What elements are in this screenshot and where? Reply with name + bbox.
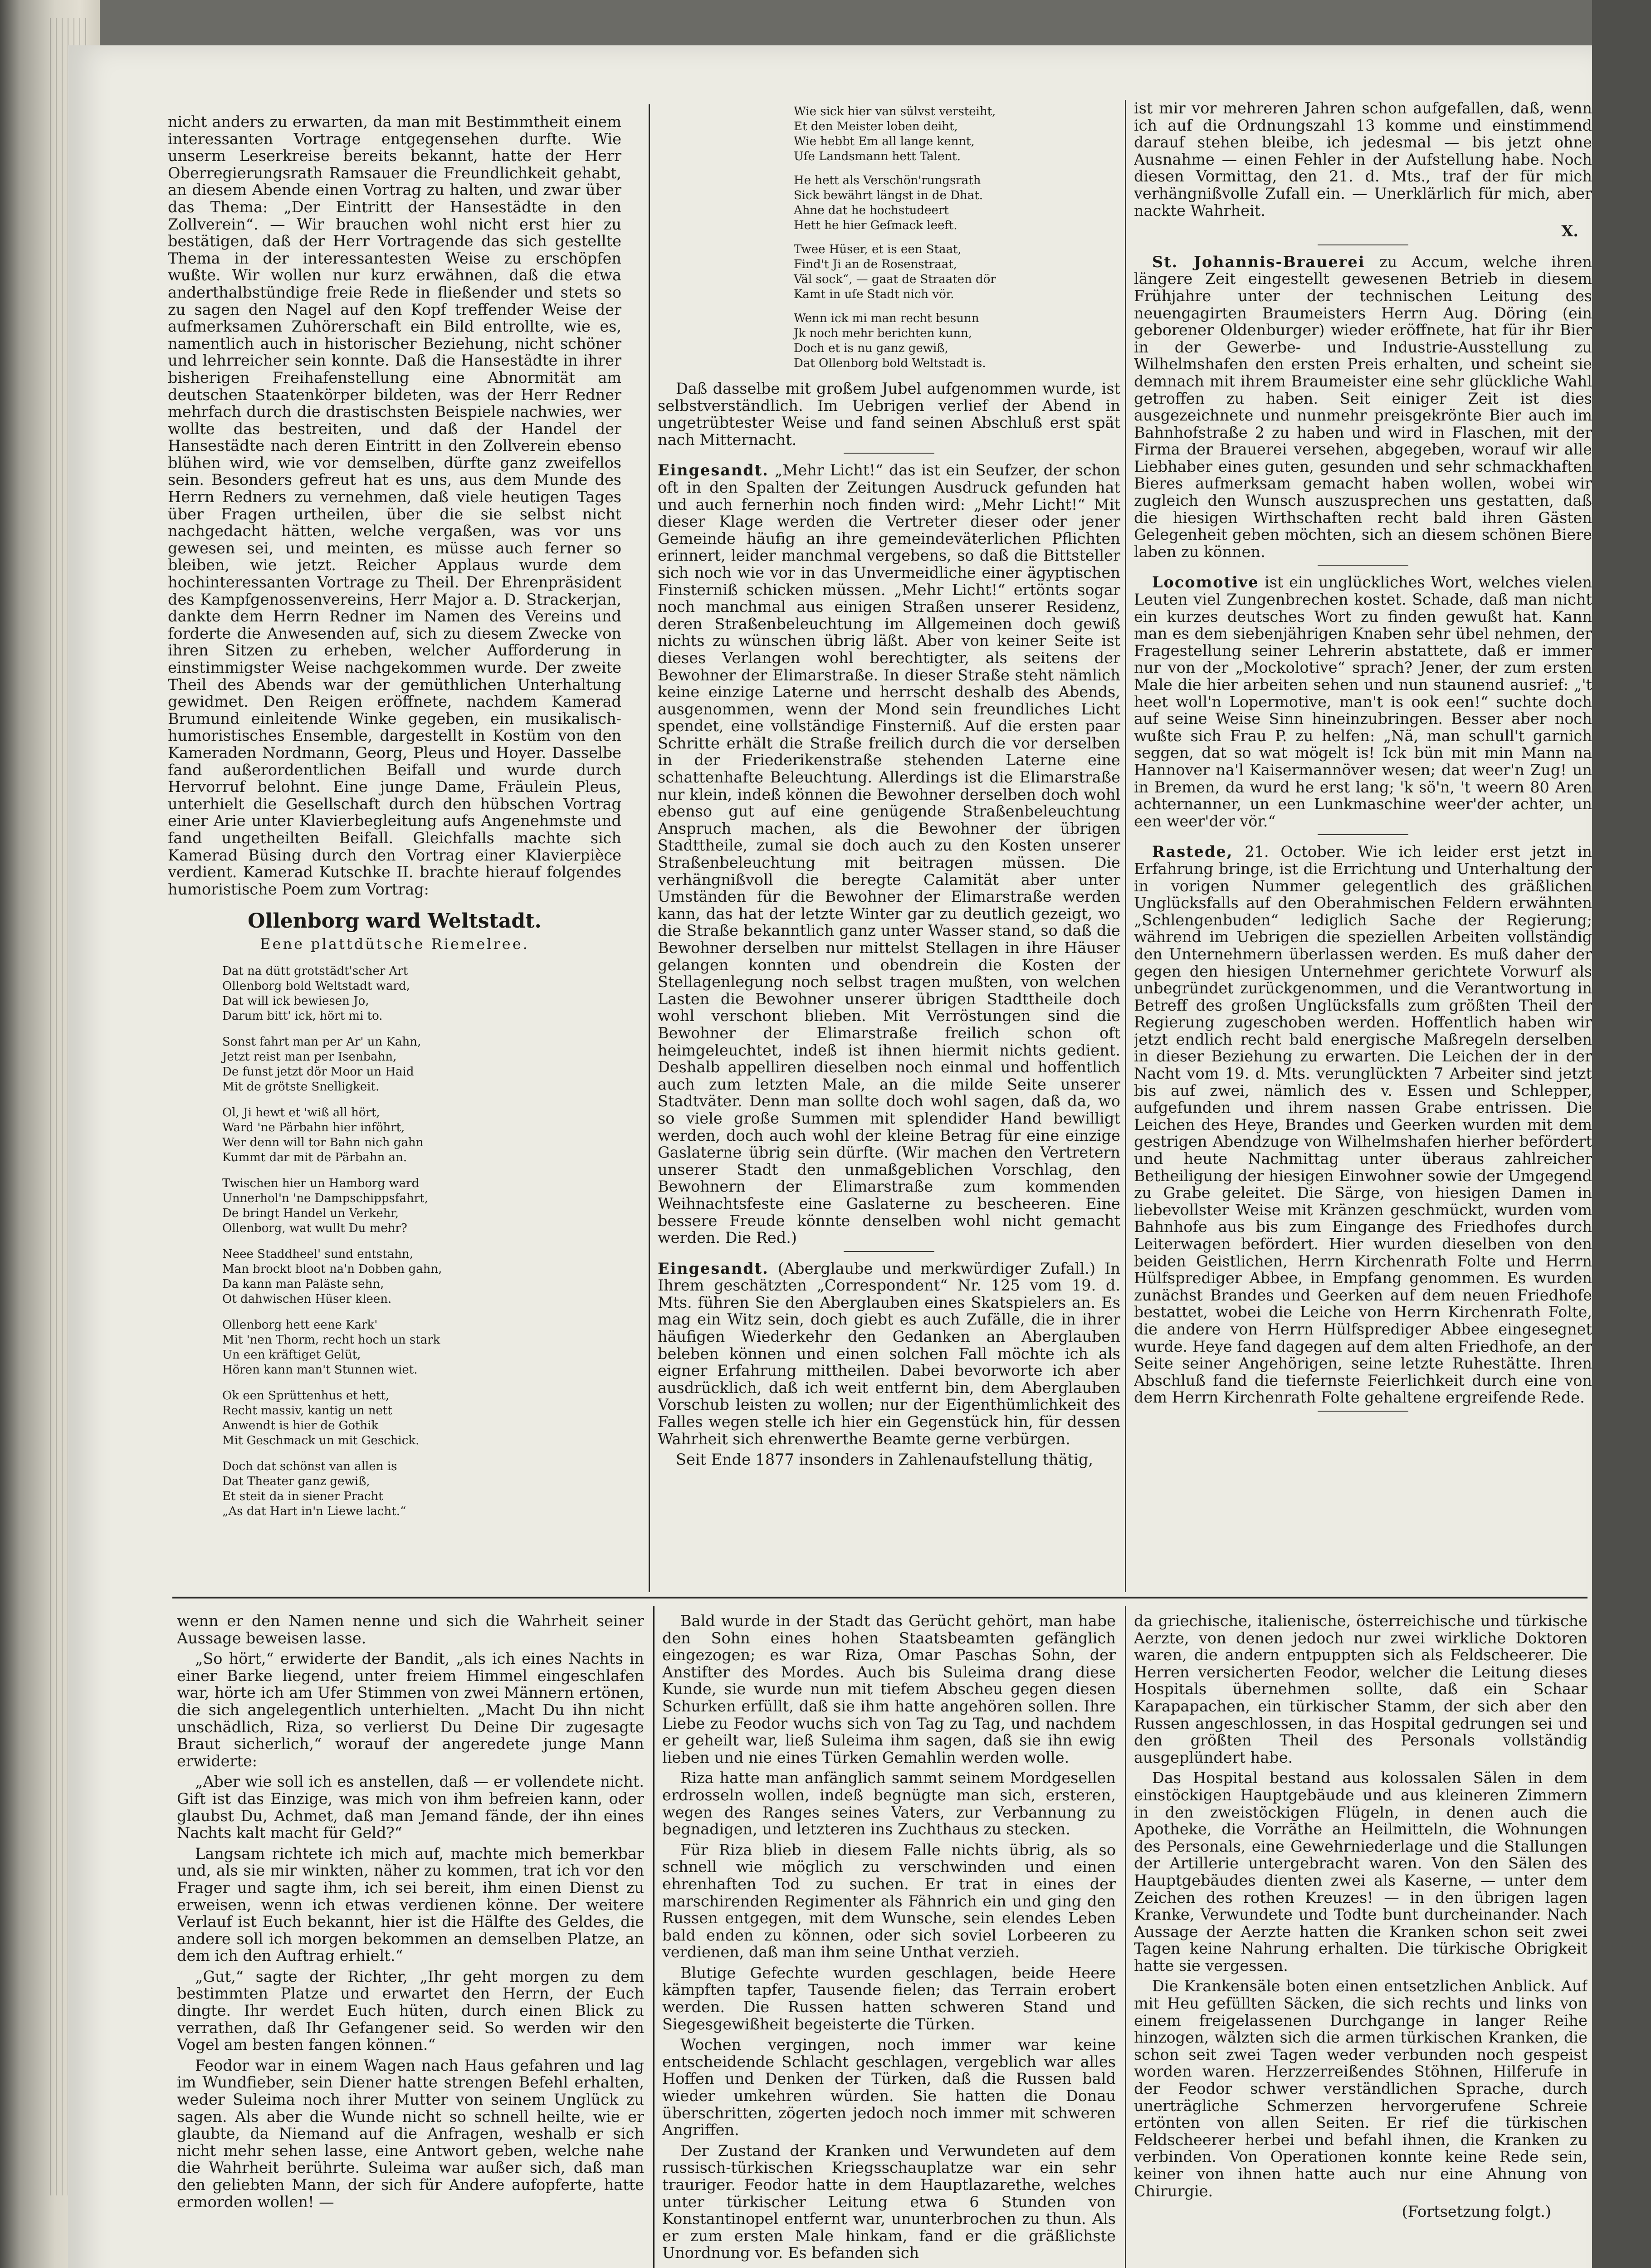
author-signature: X. <box>1561 222 1578 240</box>
poem-subtitle: Eene plattdütsche Riemelree. <box>260 935 529 953</box>
letter-continued: ist mir vor mehreren Jahren schon aufgefallen, daß, wenn ich auf die Ordnungszahl 13 komme und einstimmend darauf stehen bleibe, ich jedesmal — bis jetzt ohne Ausnahme — einen Fehler in der Aufstellung habe. Noch diesen Vormittag, den 21. d. Mts., traf der für mich verhängnißvolle Zufall ein. — Unerklärlich für mich, aber nackte Wahrheit. <box>1134 100 1592 220</box>
section-divider <box>1318 244 1408 245</box>
scan-background-right <box>1592 0 1651 2268</box>
column-divider <box>1125 1606 1126 2268</box>
column-divider <box>653 1606 655 2268</box>
story-paragraph: Die Krankensäle boten einen entsetzlichen Anblick. Auf mit Heu gefüllten Säcken, die sich rechts und links von einem freigelassenen Durchgange in langer Reihe hinzogen, wälzten sich die armen türkischen Kranken, die schon seit zwei Tagen weder verbunden noch gespeist worden waren. Herzzerreißendes Stöhnen, Hilferufe in der Feodor schwer verständlichen Sprache, durch unerträgliche Schmerzen hervorgerufene Schreie ertönten von allen Seiten. Er rief die türkischen Feldscheerer herbei und befahl ihnen, die Kranken zu verbinden. Von Operationen konnte keine Rede sein, keiner von ihnen hatte auch nur eine Ahnung von Chirurgie. <box>1134 1977 1588 2200</box>
poem-stanza: Ol, Ji hewt et 'wiß all hört, Ward 'ne Pärbahn hier inföhrt, Wer denn will tor Bahn nich gahn Kummt dar mit de Pärbahn an. <box>222 1105 424 1164</box>
letter-heading: Eingesandt. <box>658 1259 769 1277</box>
story-paragraph: Wochen vergingen, noch immer war keine entscheidende Schlacht geschlagen, vergeblich war alles Hoffen und Denken der Türken, daß die Russen bald wieder umkehren würden. Sie hatten die Donau überschritten, zögerten jedoch noch immer mit schweren Angriffen. <box>662 2036 1116 2139</box>
poem-stanza: Wie sick hier van sülvst versteiht, Et den Meister loben deiht, Wie hebbt Em all lange kennt, Uſe Landsmann hett Talent. <box>794 105 996 163</box>
story-paragraph: Riza hatte man anfänglich sammt seinem Mordgesellen erdrosseln wollen, indeß begnügte man sich, ersteren, wegen des Ranges seines Vaters, zur Verbannung zu begnadigen, und letzteren ins Zuchthaus zu stecken. <box>662 1769 1116 1838</box>
story-paragraph: „Gut,“ sagte der Richter, „Ihr geht morgen zu dem bestimmten Platze und erwartet den Herrn, der Euch dingte. Ihr werdet Euch hüten, durch einen Blick zu verrathen, daß Ihr Gefangener seid. So werden wir den Vogel am besten fangen können.“ <box>177 1967 644 2054</box>
letter-aberglaube: Eingesandt. (Aberglaube und merkwürdiger Zufall.) In Ihrem geschätzten „Correspondent“ Nr. 125 vom 19. d. Mts. führen Sie den Aberglauben eines Skatspielers an. Es mag ein Witz sein, doch giebt es auch Zufälle, die in ihrer häufigen Wiederkehr den Gedanken an Aberglauben beleben können und einen solchen Fall möchte ich als eigner Erfahrung mittheilen. Dabei bevorworte ich aber ausdrücklich, daß ich weit entfernt bin, dem Aberglauben Vorschub leisten zu wollen; nur der Eigenthümlichkeit des Falles wegen stelle ich hier ein Gegenstück hin, für dessen Wahrheit sich ehrenwerthe Beamte gerne verbürgen. <box>658 1259 1120 1448</box>
feuilleton-column-2 <box>662 1613 1116 2268</box>
poem-stanza: Doch dat schönst van allen is Dat Theater ganz gewiß, Et steit da in siener Pracht „As dat Hart in'n Liewe lacht.“ <box>222 1459 406 1518</box>
article-brewery: St. Johannis-Brauerei zu Accum, welche ihren längere Zeit eingestellt gewesenen Betrieb in diesem Frühjahre unter der technischen Leitung des neuengagirten Braumeisters Herrn Aug. Döring (ein geborener Oldenburger) wieder eröffnete, hat für ihr Bier in der Gewerbe- und Industrie-Ausstellung zu Wilhelmshafen den ersten Preis erhalten, und scheint sie demnach mit ihrem Braumeister eine sehr glückliche Wahl getroffen zu haben. Seit einiger Zeit ist dies ausgezeichnete und nunmehr preisgekrönte Bier auch im Bahnhofstraße 2 zu haben und wird in Flaschen, mit der Firma der Brauerei versehen, abgegeben, worauf wir alle Liebhaber eines guten, gesunden und sehr schmackhaften Bieres aufmerksam gemacht haben wollen, wobei wir zugleich den Wunsch auszusprechen uns gestatten, daß die hiesigen Wirthschaften recht bald ihren Gästen Gelegenheit geben möchten, sich an diesem schönen Biere laben zu können. <box>1134 253 1592 561</box>
poem-stanza: He hett als Verschön'rungsrath Sick bewährt längst in de Dhat. Ahne dat he hochstudeert Hett he hier Geſmack leeft. <box>794 174 983 232</box>
poem-stanza: Dat na dütt grotstädt'scher Art Ollenborg bold Weltstadt ward, Dat will ick bewiesen Jo, Darum bitt' ick, hört mi to. <box>222 964 410 1023</box>
poem-stanza: Ollenborg hett eene Kark' Mit 'nen Thorm, recht hoch un stark Un een kräftiget Gelüt, Hören kann man't Stunnen wiet. <box>222 1318 440 1377</box>
feuilleton-column-1 <box>177 1613 644 2268</box>
article-lecture-report: nicht anders zu erwarten, da man mit Bestimmtheit einem interessanten Vortrage entgegensehen durfte. Wie unserm Leserkreise bereits bekannt, hatte der Herr Oberregierungsrath Ramsauer die Freundlichkeit gehabt, an diesem Abende einen Vortrag zu halten, und zwar über das Thema: „Der Eintritt der Hansestädte in den Zollverein“. — Wir brauchen wohl nicht erst hier zu bestätigen, daß der Herr Vortragende das sich gestellte Thema in der interessantesten Weise zu erschöpfen wußte. Wir wollen nur kurz erwähnen, daß die etwa anderthalbstündige freie Rede in fließender und stets so zu sagen den Nagel auf den Kopf treffender Weise der aufmerksamen Zuhörerschaft ein Bild entrollte, wie es, namentlich auch in historischer Beziehung, nicht schöner und lehrreicher sein konnte. Daß die Hansestädte in ihrer bisherigen Freihafenstellung eine Abnormität am deutschen Staatenkörper bildeten, was der Herr Redner mehrfach durch die drastischsten Beispiele nachwies, wer wollte das bestreiten, und daß der Handel der Hansestädte nach deren Eintritt in den Zollverein ebenso blühen wird, wie vor demselben, dürfte ganz zweifellos sein. Besonders gefreut hat es uns, aus dem Munde des Herrn Redners zu vernehmen, daß viele heutigen Tages über Fragen urtheilen, über die sie selbst nicht nachgedacht hätten, welche vergaßen, was vor uns gewesen sei, und meinten, es müsse auch ferner so bleiben, wie jetzt. Reicher Applaus wurde dem hochinteressanten Vortrage zu Theil. Der Ehrenpräsident des Kampfgenossenvereins, Herr Major a. D. Strackerjan, dankte dem Herrn Redner im Namen des Vereins und forderte die Anwesenden auf, sich zu diesem Zwecke von ihren Sitzen zu erheben, welcher Aufforderung in einstimmigster Weise nachgekommen wurde. Der zweite Theil des Abends war der gemüthlichen Unterhaltung gewidmet. Den Reigen eröffnete, nachdem Kamerad Brumund einleitende Winke gegeben, ein musikalisch-humoristisches Ensemble, dargestellt in Kostüm von den Kameraden Nordmann, Georg, Pleus und Hoyer. Dasselbe fand außerordentlichen Beifall und wurde durch Hervorruf belohnt. Eine junge Dame, Fräulein Pleus, unterhielt die Gesellschaft durch den hübschen Vortrag einer Arie unter Klavierbegleitung aufs Angenehmste und fand ungetheilten Beifall. Gleichfalls machte sich Kamerad Büsing durch den Vortrag einer Klavierpièce verdient. Kamerad Kutschke II. brachte hierauf folgendes humoristische Poem zum Vortrag: <box>168 113 621 898</box>
story-paragraph: Feodor war in einem Wagen nach Haus gefahren und lag im Wundfieber, sein Diener hatte strengen Befehl erhalten, weder Suleima noch ihrer Mutter von seinem Unglück zu sagen. Als aber die Wunde nicht so schnell heilte, wie er glaubte, da Niemand auf die Anfragen, weshalb er sich nicht mehr sehen lasse, eine Antwort geben, welche nahe die Wahrheit berührte. Suleima war außer sich, daß man den geliebten Mann, der sich für Andere aufopferte, hatte ermorden wollen! — <box>177 2056 644 2211</box>
story-paragraph: wenn er den Namen nenne und sich die Wahrheit seiner Aussage beweisen lasse. <box>177 1613 644 1647</box>
poem-stanza: Twee Hüser, et is een Staat, Find't Ji an de Rosenstraat, Väl sock“, — gaat de Straaten dör Kamt in uſe Stadt nich vör. <box>794 243 996 301</box>
poem-stanza: Sonst fahrt man per Ar' un Kahn, Jetzt reist man per Isenbahn, De funst jetzt dör Moor un Haid Mit de grötste Snelligkeit. <box>222 1035 421 1094</box>
poem-reception-text: Daß dasselbe mit großem Jubel aufgenommen wurde, ist selbstverständlich. Im Uebrigen verlief der Abend in ungetrübtester Weise und fand seinen Abschluß erst spät nach Mitternacht. <box>658 380 1120 449</box>
letter-mehr-licht: Eingesandt. „Mehr Licht!“ das ist ein Seufzer, der schon oft in den Spalten der Zeitungen Ausdruck gefunden hat und auch fernerhin noch finden wird: „Mehr Licht!“ Mit dieser Klage werden die Vertreter dieser oder jener Gemeinde häufig an ihre gemeindeväterlichen Pflichten erinnert, leider manchmal vergebens, so daß die Bittsteller sich noch wie vor in das Unvermeidliche einer ägyptischen Finsterniß schicken müssen. „Mehr Licht!“ ertönts sogar noch manchmal aus einigen Straßen unserer Residenz, deren Straßenbeleuchtung im Allgemeinen doch gewiß nichts zu wünschen übrig läßt. Aber von keiner Seite ist dieses Verlangen wohl berechtigter, als seitens der Bewohner der Elimarstraße. In dieser Straße steht nämlich keine einzige Laterne und herrscht deshalb des Abends, ausgenommen, wenn der Mond sein freundliches Licht spendet, eine vollständige Finsterniß. Auf die ersten paar Schritte erhält die Straße freilich durch die vor derselben in der Friederikenstraße stehenden Laterne eine schattenhafte Beleuchtung. Allerdings ist die Elimarstraße nur klein, indeß können die Bewohner derselben doch wohl ebenso gut auf eine genügende Straßenbeleuchtung Anspruch machen, als die Bewohner der übrigen Stadttheile, zumal sie doch auch zu den Kosten unserer Straßenbeleuchtung mit beitragen müssen. Die verhängnißvoll die beregte Calamität aber unter Umständen für die Bewohner der Elimarstraße werden kann, das hat der letzte Winter gar zu deutlich gezeigt, wo die Straße bekanntlich ganz unter Wasser stand, so daß die Bewohner derselben nur mittelst Stellagen in ihre Häuser gelangen konnten und obendrein die Kosten der Stellagenlegung noch selbst tragen mußten, von welchen Lasten die Bewohner unserer übrigen Stadttheile doch wohl verschont blieben. Mit Verröstungen sind die Bewohner der Elimarstraße freilich schon oft heimgeleuchtet, indeß ist ihnen hiermit nichts gedient. Deshalb appelliren dieselben noch einmal und hoffentlich auch zum letzten Male, an die milde Seite unserer Stadtväter. Denn man sollte doch wohl sagen, daß da, wo so viele große Summen mit splendider Hand bewilligt werden, doch auch wohl der kleine Betrag für eine einzige Gaslaterne übrig sein dürfte. (Wir machen den Vertretern unserer Stadt den unmaßgeblichen Vorschlag, den Bewohnern der Elimarstraße zum kommenden Weihnachtsfeste eine Gaslaterne zu bescheeren. Eine bessere Freude könnte denselben wohl nicht gemacht werden. Die Red.) <box>658 461 1120 1247</box>
section-divider <box>844 1251 934 1252</box>
newspaper-page <box>68 45 1592 2268</box>
section-divider <box>1318 834 1408 835</box>
letter-continuation: Seit Ende 1877 insonders in Zahlenaufstellung thätig, <box>676 1451 1094 1469</box>
story-paragraph: Bald wurde in der Stadt das Gerücht gehört, man habe den Sohn eines hohen Staatsbeamten gefänglich eingezogen; es war Riza, Omar Paschas Sohn, der Anstifter des Mordes. Auch bis Suleima drang diese Kunde, sie wurde nun mit tiefem Abscheu gegen diesen Schurken erfüllt, daß sie ihm hatte angehören sollen. Ihre Liebe zu Feodor wuchs sich von Tag zu Tag, und nachdem er geheilt war, ließ Suleima ihm sagen, daß sie ihn ewig lieben und nie eines Türken Gemahlin werden wolle. <box>662 1613 1116 1766</box>
column-2 <box>658 104 1120 1592</box>
story-paragraph: Langsam richtete ich mich auf, machte mich bemerkbar und, als sie mir winkten, näher zu kommen, trat ich vor den Frager und sagte ihm, ich sei bereit, ihm einen Dienst zu erweisen, wenn ich etwas verdienen könne. Der weitere Verlauf ist Euch bekannt, hier ist die Hälfte des Geldes, die andere soll ich morgen bekommen an demselben Platze, an dem ich den Auftrag erhielt.“ <box>177 1844 644 1965</box>
section-divider <box>844 453 934 454</box>
story-paragraph: „So hört,“ erwiderte der Bandit, „als ich eines Nachts in einer Barke liegend, unter freiem Himmel eingeschlafen war, hörte ich am Ufer Stimmen von zwei Männern ertönen, die sich angelegentlich unterhielten. „Macht Du ihn nicht unschädlich, Riza, so verlierst Du Deine Dir zugesagte Braut sicherlich,“ worauf der angeredete junge Mann erwiderte: <box>177 1650 644 1770</box>
column-divider <box>649 104 650 1592</box>
story-paragraph: da griechische, italienische, österreichische und türkische Aerzte, von denen jedoch nur zwei wirkliche Doktoren waren, die andern entpuppten sich als Feldscheerer. Die Herren versicherten Feodor, welcher die Leitung dieses Hospitals übernehmen sollte, daß ein Schaar Karapapachen, ein türkischer Stamm, der sich aber den Russen angeschlossen, in das Hospital gedrungen sei und den größten Theil des Personals vollständig ausgeplündert habe. <box>1134 1613 1588 1766</box>
story-paragraph: Der Zustand der Kranken und Verwundeten auf dem russisch-türkischen Kriegsschauplatze war ein sehr trauriger. Feodor hatte in dem Hauptlazarethe, welches unter türkischer Leitung etwa 6 Stunden von Konstantinopel entfernt war, ununterbrochen zu thun. Als er zum ersten Male hinkam, fand er die gräßlichste Unordnung vor. Es befanden sich <box>662 2141 1116 2262</box>
article-rastede: Rastede, 21. October. Wie ich leider erst jetzt in Erfahrung bringe, ist die Errichtung und Unterhaltung der in vorigen Nummer gelegentlich des gräßlichen Unglücksfalls auf den Oberahmischen Feldern erwähnten „Schlengenbuden“ lediglich Sache der Regierung; während im Uebrigen die speziellen Arbeiten vollständig den Unternehmern überlassen werden. Es muß daher der gegen den hiesigen Unternehmer gerichtete Vorwurf als unbegründet zurückgenommen, und die Verantwortung in Betreff des großen Unglücksfalls zum größten Theil der Regierung zugeschoben werden. Hoffentlich haben wir jetzt endlich recht bald energische Maßregeln derselben in dieser Beziehung zu erwarten. Die Leichen der in der Nacht vom 19. d. Mts. verunglückten 7 Arbeiter sind jetzt bis auf zwei, nämlich des v. Essen und Schlepper, aufgefunden und ihrem nassen Grabe entrissen. Die Leichen des Heye, Brandes und Geerken wurden mit dem gestrigen Abendzuge von Wilhelmshafen hierher befördert und heute Nachmittag unter überaus zahlreicher Betheiligung der hiesigen Einwohner sowie der Umgegend zu Grabe geleitet. Die Särge, von hiesigen Damen in liebevollster Weise mit Kränzen geschmückt, wurden vom Bahnhofe aus bis zum Eingange des Friedhofes durch Leiterwagen befördert. Hier wurden dieselben von den beiden Geistlichen, Herrn Kirchenrath Folte und Herrn Hülfsprediger Abbee, in Empfang genommen. Es wurden zunächst Brandes und Geerken auf dem neuen Friedhofe bestattet, wobei die Leiche von Herrn Kirchenrath Folte, die andere von Herrn Hülfsprediger Abbee eingesegnet wurde. Heye fand dagegen auf dem alten Friedhofe, an der Seite seiner Angehörigen, seine letzte Ruhestätte. Ihren Abschluß fand die tiefernste Feierlichkeit durch eine von dem Herrn Kirchenrath Folte gehaltene ergreifende Rede. <box>1134 843 1592 1407</box>
feuilleton-divider <box>172 1597 1588 1598</box>
story-paragraph: Blutige Gefechte wurden geschlagen, beide Heere kämpften tapfer, Tausende fielen; das Terrain erobert werden. Die Russen hatten schweren Stand und Siegesgewißheit begeisterte die Türken. <box>662 1964 1116 2033</box>
poem-title: Ollenborg ward Weltstadt. <box>248 909 542 933</box>
to-be-continued: (Fortsetzung folgt.) <box>1402 2203 1551 2221</box>
article-locomotive: Locomotive ist ein unglückliches Wort, welches vielen Leuten viel Zungenbrechen kostet. Schade, daß man nicht ein kurzes deutsches Wort zu finden gewußt hat. Kann man es dem siebenjährigen Knaben sehr übel nehmen, der Fragestellung seiner Lehrerin abstattete, daß er immer nur von der „Mockolotive“ sprach? Jener, der zum ersten Male die hier arbeiten sehen und nun staunend ausrief: „'t heet woll'n Lopermotive, man't is ook een!“ suchte doch auf seine Weise Sinn hineinzubringen. Besser aber noch wußte sich Frau P. zu helfen: „Nä, man schull't garnich seggen, dat so wat mögelt is! Ick bün mit min Mann na Hannover na'l Kaisermannöver wesen; dat weer'n Zug! un in Bremen, da wurd he erst lang; 'k sö'n, 't weern 80 Aren achternanner, un een Lunkmaschine weer'der achter, un een weer'der vör.“ <box>1134 573 1592 830</box>
story-paragraph: Für Riza blieb in diesem Falle nichts übrig, als so schnell wie möglich zu verschwinden und einen ehrenhaften Tod zu suchen. Er trat in eines der marschirenden Regimenter als Fähnrich ein und ging den Russen entgegen, mit dem Wunsche, sein elendes Leben bald enden zu können, oder sich soviel Lorbeeren zu verdienen, daß man ihm seine Unthat verzieh. <box>662 1841 1116 1961</box>
column-3 <box>1134 100 1592 1592</box>
poem-stanza: Wenn ick mi man recht besunn Jk noch mehr berichten kunn, Doch et is nu ganz gewiß, Dat Ollenborg bold Weltstadt is. <box>794 312 986 370</box>
section-divider <box>1318 1411 1408 1412</box>
poem-stanza: Ok een Sprüttenhus et hett, Recht massiv, kantig un nett Anwendt is hier de Gothik Mit Geschmack un mit Geschick. <box>222 1388 420 1447</box>
column-1 <box>168 113 621 1592</box>
column-divider <box>1125 100 1126 1592</box>
poem-stanza: Twischen hier un Hamborg ward Unnerhol'n 'ne Dampschippsfahrt, De bringt Handel un Verkehr, Ollenborg, wat wullt Du mehr? <box>222 1176 428 1235</box>
story-paragraph: „Aber wie soll ich es anstellen, daß — er vollendete nicht. Gift ist das Einzige, was mich von ihm befreien kann, oder glaubst Du, Achmet, daß man Jemand fände, der ihn eines Nachts kalt macht für Geld?“ <box>177 1773 644 1842</box>
letter-heading: Eingesandt. <box>658 461 769 479</box>
story-paragraph: Das Hospital bestand aus kolossalen Sälen in dem einstöckigen Hauptgebäude und aus kleineren Zimmern in den zweistöckigen Flügeln, in denen auch die Apotheke, die Vorräthe an Heilmitteln, die Wohnungen des Personals, eine Gewehrniederlage und die Stallungen der Artillerie untergebracht waren. Von den Sälen des Hauptgebäudes dienten zwei als Kaserne, — unter dem Zeichen des rothen Kreuzes! — in den übrigen lagen Kranke, Verwundete und Todte bunt durcheinander. Nach Aussage der Aerzte hatten die Kranken schon seit zwei Tagen keine Nahrung erhalten. Die türkische Obrigkeit hatte sie vergessen. <box>1134 1769 1588 1975</box>
section-divider <box>1318 565 1408 566</box>
feuilleton-column-3 <box>1134 1613 1588 2268</box>
poem-stanza: Neee Staddheel' sund entstahn, Man brockt bloot na'n Dobben gahn, Da kann man Paläste sehn, Ot dahwischen Hüser kleen. <box>222 1247 442 1306</box>
